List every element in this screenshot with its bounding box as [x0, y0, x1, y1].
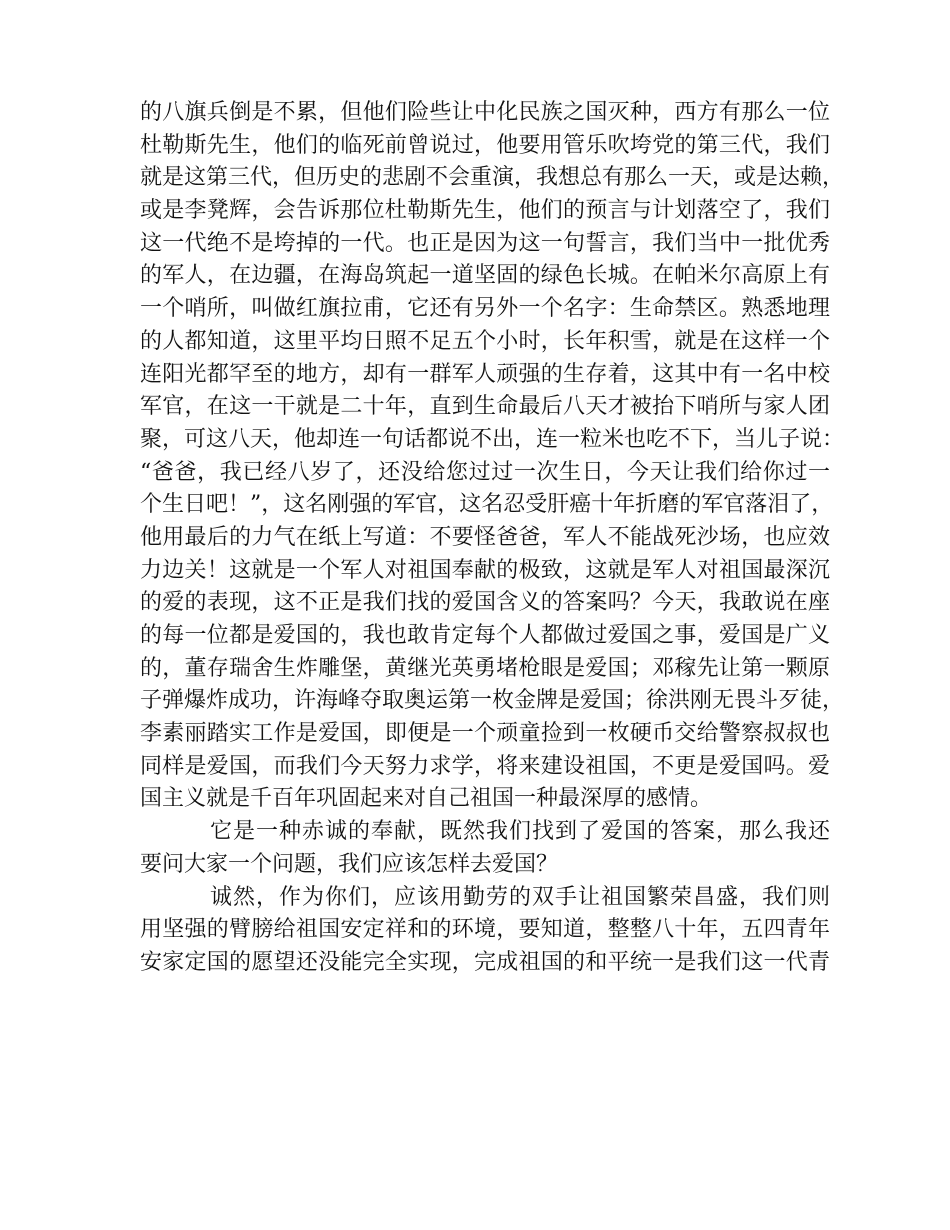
text-line: 杜勒斯先生，他们的临死前曾说过，他要用管乐吹垮党的第三代，我们 — [140, 132, 830, 158]
text-line: 诚然，作为你们，应该用勤劳的双手让祖国繁荣昌盛，我们则 — [210, 884, 830, 910]
text-line: 国主义就是千百年巩固起来对自己祖国一种最深厚的感情。 — [140, 786, 713, 812]
text-line: 的每一位都是爱国的，我也敢肯定每个人都做过爱国之事，爱国是广义 — [140, 623, 830, 648]
text-line: 的爱的表现，这不正是我们找的爱国含义的答案吗？今天，我敢说在座 — [140, 590, 830, 616]
text-line: 连阳光都罕至的地方，却有一群军人顽强的生存着，这其中有一名中校 — [140, 361, 830, 387]
text-line: 的军人，在边疆，在海岛筑起一道坚固的绿色长城。在帕米尔高原上有 — [140, 263, 830, 289]
text-line: 个生日吧！”，这名刚强的军官，这名忍受肝癌十年折磨的军官落泪了， — [140, 492, 834, 518]
text-line: 力边关！这就是一个军人对祖国奉献的极致，这就是军人对祖国最深沉 — [140, 557, 830, 583]
text-line: 它是一种赤诚的奉献，既然我们找到了爱国的答案，那么我还 — [210, 819, 830, 845]
text-line: 子弹爆炸成功，许海峰夺取奥运第一枚金牌是爱国；徐洪刚无畏斗歹徒， — [140, 688, 845, 714]
text-line: 要问大家一个问题，我们应该怎样去爱国？ — [140, 851, 559, 877]
text-line: 或是李凳辉，会告诉那位杜勒斯先生，他们的预言与计划落空了，我们 — [140, 198, 830, 224]
text-line: 他用最后的力气在纸上写道：不要怪爸爸，军人不能战死沙场，也应效 — [140, 524, 830, 550]
text-line: 的人都知道，这里平均日照不足五个小时，长年积雪，就是在这样一个 — [140, 328, 830, 354]
text-line: 聚，可这八天，他却连一句话都说不出，连一粒米也吃不下，当儿子说： — [140, 426, 845, 452]
body-text — [140, 97, 845, 980]
text-line: 一个哨所，叫做红旗拉甫，它还有另外一个名字：生命禁区。熟悉地理 — [140, 296, 830, 322]
text-line: 这一代绝不是垮掉的一代。也正是因为这一句誓言，我们当中一批优秀 — [140, 230, 830, 256]
text-line: “爸爸，我已经八岁了，还没给您过过一次生日，今天让我们给你过一 — [140, 459, 830, 485]
text-line: 李素丽踏实工作是爱国，即便是一个顽童捡到一枚硬币交给警察叔叔也 — [140, 721, 830, 747]
text-line: 安家定国的愿望还没能完全实现，完成祖国的和平统一是我们这一代青 — [140, 949, 830, 975]
text-line: 就是这第三代，但历史的悲剧不会重演，我想总有那么一天，或是达赖， — [140, 165, 845, 191]
text-line: 同样是爱国，而我们今天努力求学，将来建设祖国，不更是爱国吗。爱 — [140, 753, 830, 779]
text-line: 军官，在这一干就是二十年，直到生命最后八天才被抬下哨所与家人团 — [140, 394, 830, 420]
text-line: 的八旗兵倒是不累，但他们险些让中化民族之国灭种，西方有那么一位 — [140, 100, 830, 125]
text-line: 的，董存瑞舍生炸雕堡，黄继光英勇堵枪眼是爱国；邓稼先让第一颗原 — [140, 655, 830, 681]
text-line: 用坚强的臂膀给祖国安定祥和的环境，要知道，整整八十年，五四青年 — [140, 917, 830, 943]
